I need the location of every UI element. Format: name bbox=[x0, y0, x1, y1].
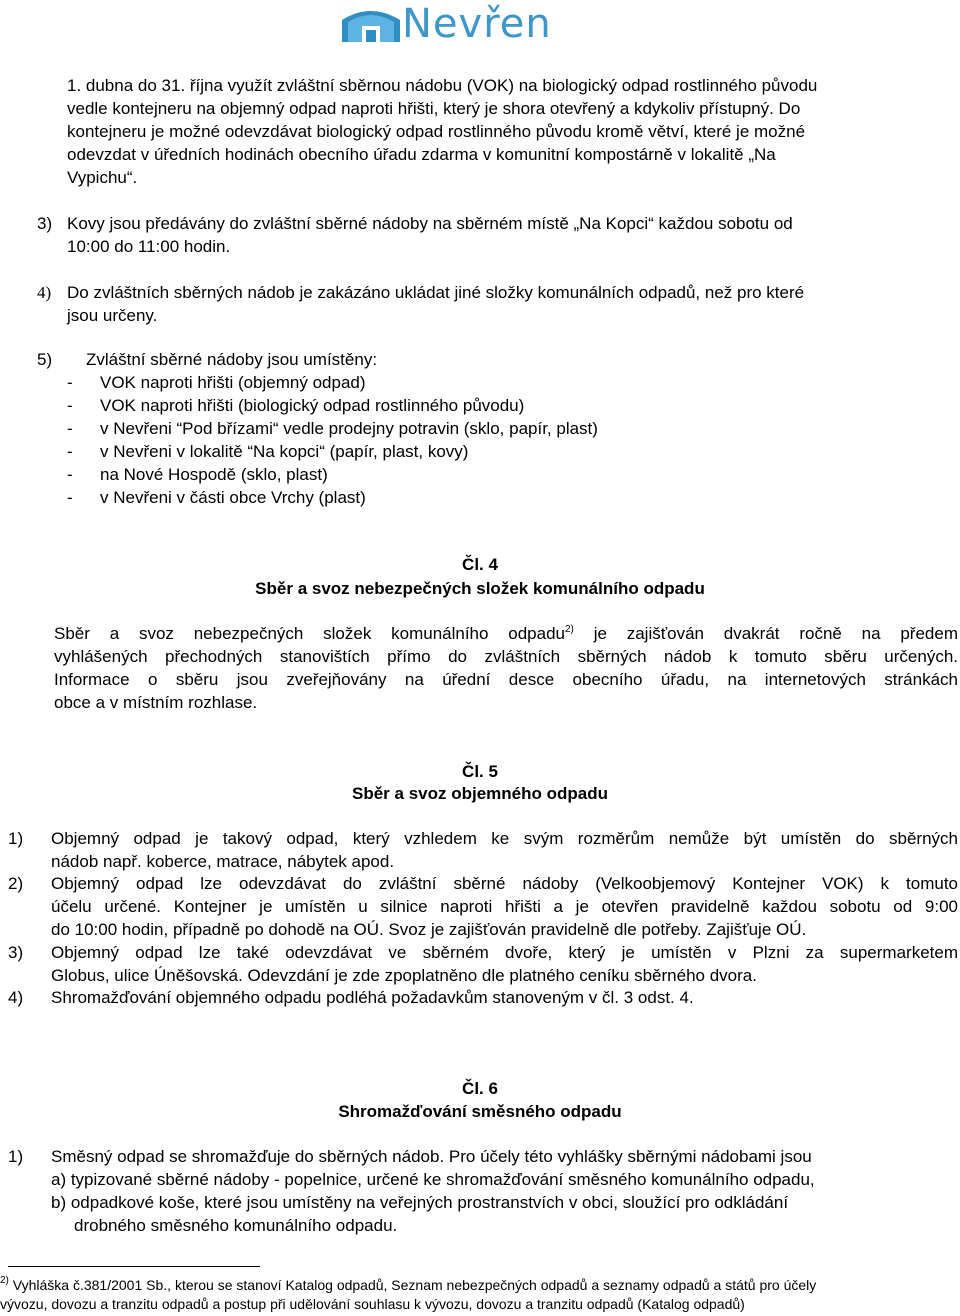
article-5-item-2-number: 2) bbox=[8, 874, 24, 893]
article-5-item-1 bbox=[51, 827, 958, 873]
text-line: Informace o sběru jsou zveřejňovány na úřední desce obecního úřadu, na internetových stránkách bbox=[54, 670, 958, 689]
list-item: - na Nové Hospodě (sklo, plast) bbox=[67, 465, 328, 484]
text-line: nádob např. koberce, matrace, nábytek apod. bbox=[51, 852, 395, 871]
text-line: kontejneru je možné odevzdávat biologický odpad rostlinného původu kromě větví, které je možné bbox=[67, 122, 806, 141]
text-line: do 10:00 hodin, případně po dohodě na OÚ. Svoz je zajišťován pravidelně dle potřeby. Zajišťuje OÚ. bbox=[51, 920, 807, 939]
article-6-item-1 bbox=[51, 1145, 958, 1237]
article-6-title: Shromažďování směsného odpadu bbox=[338, 1102, 622, 1121]
footnote-ref: 2) bbox=[565, 624, 574, 635]
point-4-number: 4) bbox=[37, 283, 52, 302]
sub-item-a: a) typizované sběrné nádoby - popelnice, určené ke shromažďování směsného komunálního odpadu, bbox=[51, 1170, 815, 1189]
text-line: účelu určené. Kontejner je umístěn u silnice naproti hřišti a je otevřen pravidelně každou sobotu od 9:00 bbox=[51, 897, 958, 916]
sub-item-b-continuation: drobného směsného komunálního odpadu. bbox=[74, 1216, 398, 1235]
text-line: vedle kontejneru na objemný odpad naproti hřišti, který je shora otevřený a kdykoliv přístupný. Do bbox=[67, 99, 801, 118]
article-6-number: Čl. 6 bbox=[462, 1079, 498, 1098]
text-line: Kovy jsou předávány do zvláštní sběrné nádoby na sběrném místě „Na Kopci“ každou sobotu od bbox=[67, 214, 793, 233]
text-line: Objemný odpad lze také odevzdávat ve sběrném dvoře, který je umístěn v Plzni za supermarketem bbox=[51, 943, 958, 962]
text-line: jsou určeny. bbox=[67, 306, 158, 325]
point-5-number: 5) bbox=[37, 350, 53, 369]
article-5-item-1-number: 1) bbox=[8, 829, 24, 848]
building-icon bbox=[340, 4, 402, 44]
article-4-paragraph bbox=[54, 622, 958, 714]
logo-text: Nevřen bbox=[402, 1, 552, 47]
point-3 bbox=[67, 212, 957, 258]
article-4-title: Sběr a svoz nebezpečných složek komunálního odpadu bbox=[255, 579, 705, 598]
article-5-title: Sběr a svoz objemného odpadu bbox=[352, 784, 608, 803]
list-item: - VOK naproti hřišti (biologický odpad rostlinného původu) bbox=[67, 396, 525, 415]
article-5-item-4 bbox=[51, 986, 958, 1009]
location-list bbox=[67, 371, 598, 509]
list-item: - v Nevřeni v části obce Vrchy (plast) bbox=[67, 488, 366, 507]
text-line: Shromažďování objemného odpadu podléhá požadavkům stanoveným v čl. 3 odst. 4. bbox=[51, 988, 694, 1007]
text-line: Vypichu“. bbox=[67, 168, 138, 187]
footnote-line: vývozu, dovozu a tranzitu odpadů a postup při udělování souhlasu k vývozu, dovozu a tranzitu odpadů (Katalog odpadů) bbox=[0, 1296, 745, 1312]
footnote-mark: 2) bbox=[0, 1275, 9, 1286]
point-4 bbox=[67, 281, 957, 327]
text-line: Směsný odpad se shromažďuje do sběrných nádob. Pro účely této vyhlášky sběrnými nádobami jsou bbox=[51, 1147, 812, 1166]
text-line: Objemný odpad lze odevzdávat do zvláštní sběrné nádoby (Velkoobjemový Kontejner VOK) k tomuto bbox=[51, 874, 958, 893]
list-item: - v Nevřeni v lokalitě “Na kopci“ (papír, plast, kovy) bbox=[67, 442, 469, 461]
footnote-divider bbox=[8, 1266, 260, 1267]
text-line: Do zvláštních sběrných nádob je zakázáno ukládat jiné složky komunálních odpadů, než pro které bbox=[67, 283, 805, 302]
article-5-item-3-number: 3) bbox=[8, 943, 24, 962]
article-5-item-2 bbox=[51, 872, 958, 941]
text-line: Sběr a svoz nebezpečných složek komunálního odpadu$^{2)}$ je zajišťován dvakrát ročně na předem bbox=[54, 624, 958, 643]
continued-paragraph bbox=[67, 74, 957, 189]
text-line: Globus, ulice Úněšovská. Odevzdání je zde zpoplatněno dle platného ceníku sběrného dvora. bbox=[51, 966, 757, 985]
text-line: Objemný odpad je takový odpad, který vzhledem ke svým rozměrům nemůže být umístěn do sběrných bbox=[51, 829, 958, 848]
article-6-item-1-number: 1) bbox=[8, 1147, 24, 1166]
article-5-item-3 bbox=[51, 941, 958, 987]
text-line: odevzdat v úředních hodinách obecního úřadu zdarma v komunitní kompostárně v lokalitě „Na bbox=[67, 145, 776, 164]
sub-item-b: b) odpadkové koše, které jsou umístěny na veřejných prostranstvích v obci, sloužící pro odkládání bbox=[51, 1193, 789, 1212]
footnote-line: $^{2)}$ Vyhláška č.381/2001 Sb., kterou se stanoví Katalog odpadů, Seznam nebezpečných odpadů a seznamy odpadů a států pro účely bbox=[0, 1275, 817, 1293]
point-5-title: Zvláštní sběrné nádoby jsou umístěny: bbox=[86, 350, 378, 369]
article-5-number: Čl. 5 bbox=[462, 762, 498, 781]
text-line: obce a v místním rozhlase. bbox=[54, 693, 258, 712]
text-line: 1. dubna do 31. října využít zvláštní sběrnou nádobu (VOK) na biologický odpad rostlinného původu bbox=[67, 76, 818, 95]
logo bbox=[340, 1, 552, 47]
list-item: - VOK naproti hřišti (objemný odpad) bbox=[67, 373, 366, 392]
list-item: - v Nevřeni “Pod břízami“ vedle prodejny potravin (sklo, papír, plast) bbox=[67, 419, 598, 438]
article-5-item-4-number: 4) bbox=[8, 988, 24, 1007]
text-line: 10:00 do 11:00 hodin. bbox=[67, 237, 231, 256]
article-4-number: Čl. 4 bbox=[462, 555, 498, 574]
point-3-number: 3) bbox=[37, 214, 53, 233]
text-line: vyhlášených přechodných stanovištích přímo do zvláštních sběrných nádob k tomuto sběru určených. bbox=[54, 647, 958, 666]
footnote bbox=[0, 1276, 960, 1314]
